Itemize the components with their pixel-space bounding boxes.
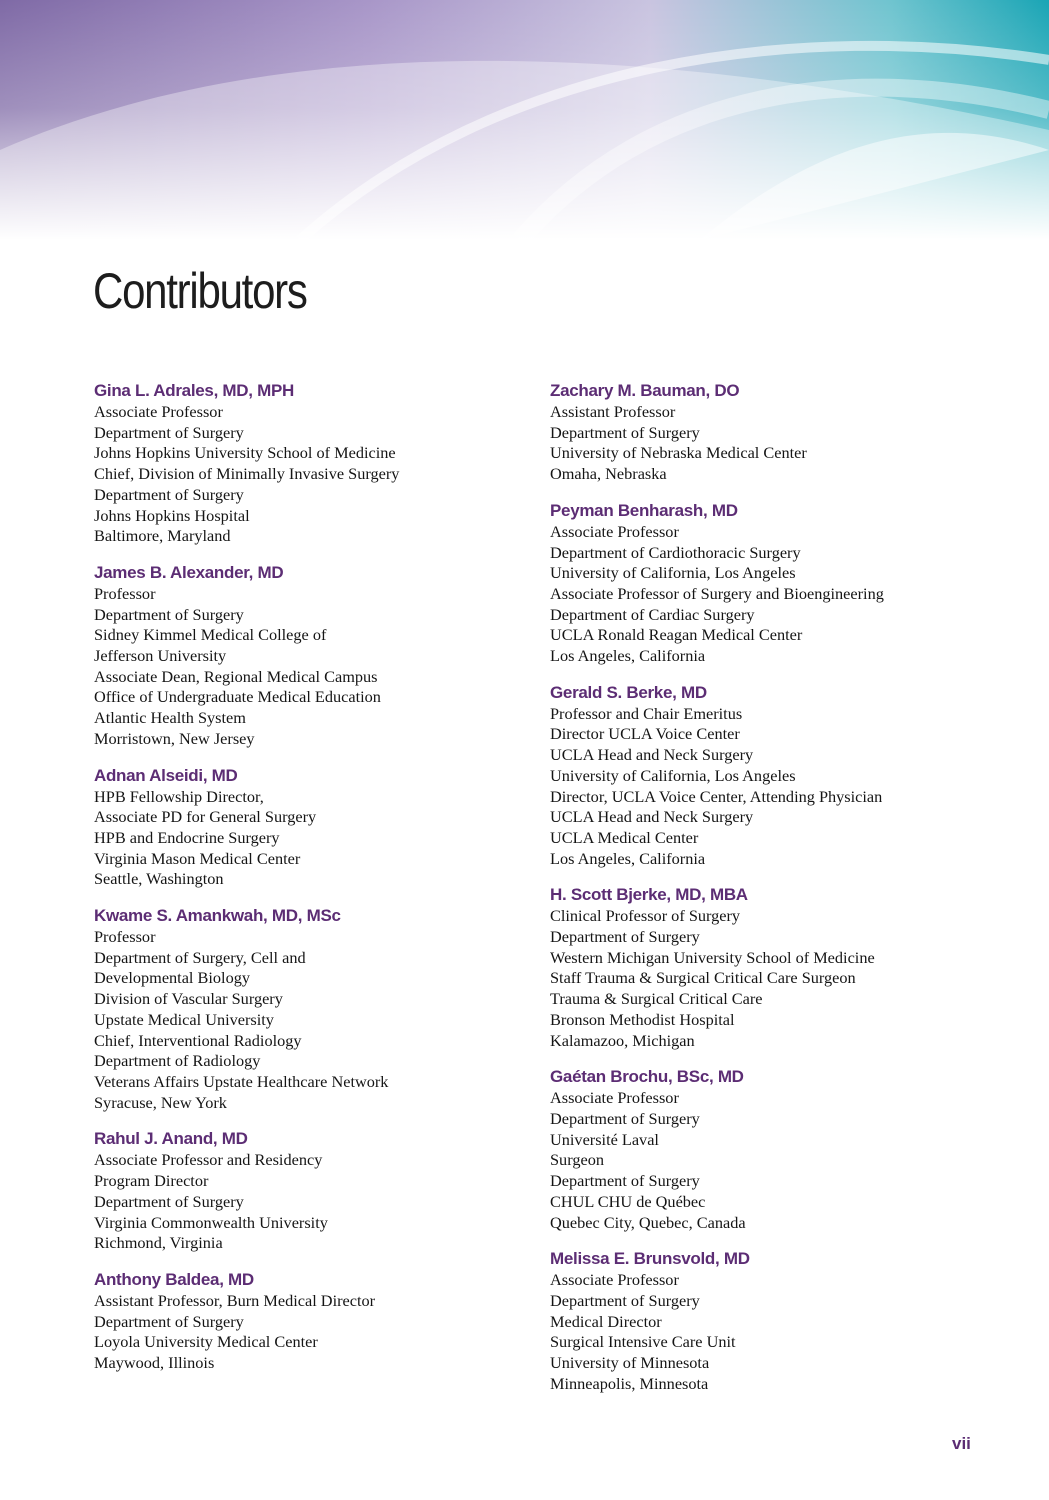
- contributor-entry: [550, 500, 884, 667]
- affiliation-line: Atlantic Health System: [94, 708, 246, 728]
- affiliation-line: Director, UCLA Voice Center, Attending Physician: [550, 786, 883, 806]
- affiliation-line: Quebec City, Quebec, Canada: [550, 1212, 746, 1232]
- affiliation-line: Professor: [94, 583, 156, 603]
- affiliation-line: Maywood, Illinois: [94, 1353, 215, 1373]
- affiliation-line: University of Minnesota: [550, 1353, 710, 1373]
- affiliation-line: Clinical Professor of Surgery: [550, 906, 741, 926]
- affiliation-line: Western Michigan University School of Medicine: [550, 947, 875, 967]
- affiliation-line: Morristown, New Jersey: [94, 728, 255, 748]
- affiliation-line: Department of Surgery: [94, 484, 244, 504]
- header-banner: [0, 0, 1049, 240]
- contributor-name: Adnan Alseidi, MD: [94, 765, 238, 785]
- affiliation-line: HPB and Endocrine Surgery: [94, 827, 280, 847]
- affiliation-line: Loyola University Medical Center: [94, 1332, 318, 1352]
- affiliation-line: Associate Professor and Residency: [94, 1150, 323, 1170]
- affiliation-line: Department of Surgery: [94, 1311, 244, 1331]
- affiliation-line: Associate Professor of Surgery and Bioengineering: [550, 583, 884, 603]
- affiliation-line: Division of Vascular Surgery: [94, 989, 283, 1009]
- affiliation-line: Department of Surgery: [550, 422, 700, 442]
- affiliation-line: Johns Hopkins University School of Medicine: [94, 443, 396, 463]
- contributor-name: Zachary M. Bauman, DO: [550, 381, 740, 400]
- contributor-name: Gerald S. Berke, MD: [550, 682, 707, 702]
- affiliation-line: Omaha, Nebraska: [550, 464, 667, 484]
- affiliation-line: Université Laval: [550, 1129, 659, 1149]
- affiliation-line: Veterans Affairs Upstate Healthcare Network: [94, 1071, 389, 1091]
- contributor-entry: [94, 1128, 399, 1254]
- affiliation-line: Minneapolis, Minnesota: [550, 1373, 709, 1393]
- contributor-entry: [550, 1066, 884, 1233]
- affiliation-line: Professor: [94, 927, 156, 947]
- affiliation-line: Chief, Interventional Radiology: [94, 1030, 302, 1050]
- affiliation-line: Department of Surgery: [94, 422, 244, 442]
- affiliation-line: Department of Cardiothoracic Surgery: [550, 542, 801, 562]
- contributor-entry: [550, 884, 884, 1051]
- affiliation-line: University of California, Los Angeles: [550, 563, 796, 583]
- affiliation-line: Department of Surgery: [94, 1191, 244, 1211]
- affiliation-line: Associate Professor: [550, 521, 679, 541]
- affiliation-line: Bronson Methodist Hospital: [550, 1009, 735, 1029]
- affiliation-line: HPB Fellowship Director,: [94, 786, 264, 806]
- affiliation-line: Associate PD for General Surgery: [94, 807, 317, 827]
- affiliation-line: Baltimore, Maryland: [94, 526, 231, 546]
- affiliation-line: Virginia Commonwealth University: [94, 1212, 328, 1232]
- affiliation-line: University of California, Los Angeles: [550, 765, 796, 785]
- affiliation-line: Associate Dean, Regional Medical Campus: [94, 666, 378, 686]
- contributor-name: Gaétan Brochu, BSc, MD: [550, 1067, 744, 1087]
- affiliation-line: CHUL CHU de Québec: [550, 1191, 706, 1211]
- affiliation-line: Department of Surgery: [94, 604, 244, 624]
- affiliation-line: Trauma & Surgical Critical Care: [550, 989, 763, 1009]
- affiliation-line: Surgical Intensive Care Unit: [550, 1332, 736, 1352]
- affiliation-line: Department of Surgery, Cell and: [94, 947, 306, 967]
- affiliation-line: Kalamazoo, Michigan: [550, 1030, 695, 1050]
- affiliation-line: Developmental Biology: [94, 968, 250, 988]
- affiliation-line: Office of Undergraduate Medical Education: [94, 687, 381, 707]
- contributors-right-column: [550, 380, 884, 1409]
- contributor-entry: [94, 765, 399, 891]
- contributor-name: Peyman Benharash, MD: [550, 500, 738, 520]
- affiliation-line: Associate Professor: [550, 1270, 679, 1290]
- affiliation-line: Department of Surgery: [550, 927, 700, 947]
- affiliation-line: Assistant Professor, Burn Medical Director: [94, 1290, 376, 1310]
- affiliation-line: Department of Surgery: [550, 1171, 700, 1191]
- affiliation-line: UCLA Medical Center: [550, 827, 699, 847]
- contributor-name: Kwame S. Amankwah, MD, MSc: [94, 906, 341, 926]
- affiliation-line: Department of Radiology: [94, 1051, 261, 1071]
- affiliation-line: Associate Professor: [550, 1088, 679, 1108]
- wave-graphic: [0, 0, 1049, 240]
- affiliation-line: Department of Surgery: [550, 1108, 700, 1128]
- contributor-name: Anthony Baldea, MD: [94, 1269, 254, 1289]
- affiliation-line: Virginia Mason Medical Center: [94, 848, 301, 868]
- affiliation-line: Richmond, Virginia: [94, 1233, 223, 1253]
- contributor-name: H. Scott Bjerke, MD, MBA: [550, 885, 748, 905]
- affiliation-line: Los Angeles, California: [550, 848, 706, 868]
- affiliation-line: Upstate Medical University: [94, 1009, 274, 1029]
- affiliation-line: UCLA Head and Neck Surgery: [550, 807, 754, 827]
- page-title: Contributors: [93, 263, 307, 319]
- page-number: vii: [952, 1434, 971, 1453]
- contributor-entry: [94, 380, 399, 547]
- affiliation-line: UCLA Ronald Reagan Medical Center: [550, 625, 803, 645]
- affiliation-line: University of Nebraska Medical Center: [550, 443, 807, 463]
- affiliation-line: Professor and Chair Emeritus: [550, 703, 743, 723]
- contributor-entry: [550, 1248, 884, 1394]
- affiliation-line: Medical Director: [550, 1311, 662, 1331]
- affiliation-line: Jefferson University: [94, 646, 227, 666]
- affiliation-line: Surgeon: [550, 1150, 604, 1170]
- contributor-name: Rahul J. Anand, MD: [94, 1129, 248, 1149]
- contributor-name: Melissa E. Brunsvold, MD: [550, 1249, 750, 1269]
- affiliation-line: UCLA Head and Neck Surgery: [550, 745, 754, 765]
- affiliation-line: Associate Professor: [94, 402, 223, 421]
- affiliation-line: Program Director: [94, 1171, 209, 1191]
- contributors-left-column: [94, 380, 399, 1389]
- contributor-name: James B. Alexander, MD: [94, 562, 284, 582]
- affiliation-line: Chief, Division of Minimally Invasive Surgery: [94, 464, 400, 484]
- affiliation-line: Seattle, Washington: [94, 869, 224, 889]
- affiliation-line: Department of Cardiac Surgery: [550, 604, 755, 624]
- contributor-entry: [550, 380, 884, 485]
- affiliation-line: Department of Surgery: [550, 1290, 700, 1310]
- contributor-entry: [94, 905, 399, 1113]
- affiliation-line: Sidney Kimmel Medical College of: [94, 625, 327, 645]
- contributor-name: Gina L. Adrales, MD, MPH: [94, 381, 294, 400]
- affiliation-line: Staff Trauma & Surgical Critical Care Surgeon: [550, 968, 856, 988]
- affiliation-line: Assistant Professor: [550, 402, 676, 421]
- affiliation-line: Syracuse, New York: [94, 1092, 227, 1112]
- affiliation-line: Los Angeles, California: [550, 646, 706, 666]
- affiliation-line: Johns Hopkins Hospital: [94, 505, 250, 525]
- contributor-entry: [550, 682, 884, 870]
- contributor-entry: [94, 1269, 399, 1374]
- contributor-entry: [94, 562, 399, 750]
- affiliation-line: Director UCLA Voice Center: [550, 724, 740, 744]
